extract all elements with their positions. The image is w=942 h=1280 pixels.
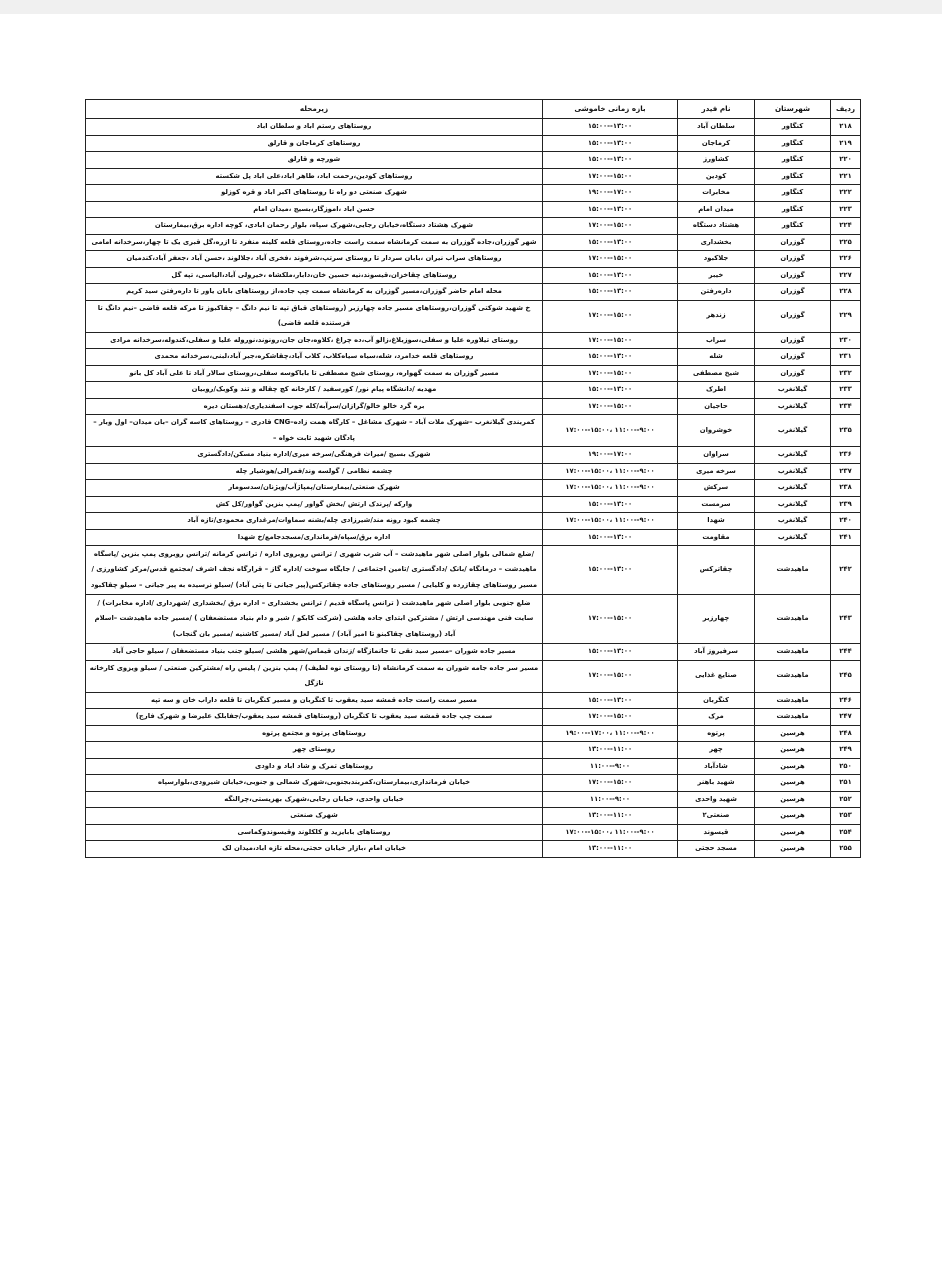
- table-row: [86, 201, 861, 218]
- table-row: [86, 284, 861, 301]
- cell-area: خیابان واحدی، خیابان رجایی،شهرک بهزیستی،چرالنگه: [86, 791, 543, 808]
- cell-area: روستاهای چقاخزان،قیسوند،نیه حسین خان،دابار،ملکشاه ،خیرولی آباد،الیاسی، تپه گل: [86, 267, 543, 284]
- cell-area: خیابان فرمانداری،بیمارستان،کمربندبجنوبی،شهرک شمالی و جنوبی،خیابان شیرودی،بلوارسپاه: [86, 775, 543, 792]
- cell-area: شهرک صنعتی: [86, 808, 543, 825]
- cell-radif: ۲۲۱: [831, 168, 861, 185]
- table-row: [86, 775, 861, 792]
- cell-radif: ۲۳۳: [831, 382, 861, 399]
- cell-radif: ۲۴۳: [831, 595, 861, 644]
- cell-area: مسیر گوزران به سمت گهواره، روستای شیخ مصطفی تا باباکوسه سفلی،روستای سالار آباد تا علی آباد کل بانو: [86, 365, 543, 382]
- table-row: [86, 251, 861, 268]
- cell-city: گیلانغرب: [755, 463, 831, 480]
- cell-area: مسیر سمت راست جاده قمشه سید یعقوب تا کنگربان و مسیر کنگربان تا قلعه داراب خان و سه تپه: [86, 692, 543, 709]
- cell-city: کنگاور: [755, 135, 831, 152]
- cell-time: ۱۵:۰۰--۱۷:۰۰: [543, 251, 678, 268]
- cell-time: ۹:۰۰--۱۱:۰۰ ،۱۵:۰۰--۱۷:۰۰: [543, 415, 678, 447]
- cell-time: ۱۳:۰۰--۱۵:۰۰: [543, 349, 678, 366]
- cell-time: ۱۵:۰۰--۱۷:۰۰: [543, 218, 678, 235]
- cell-radif: ۲۲۰: [831, 152, 861, 169]
- table-row: [86, 185, 861, 202]
- cell-feeder: میدان امام: [678, 201, 755, 218]
- cell-city: کنگاور: [755, 152, 831, 169]
- cell-area: روستاهای تمرک و شاد اباد و داودی: [86, 758, 543, 775]
- cell-area: مهدیه /دانشگاه پیام نور/ کورسفید / کارخانه کچ چقاله و تند وکوبک/روبیان: [86, 382, 543, 399]
- cell-radif: ۲۲۸: [831, 284, 861, 301]
- cell-feeder: کشاورز: [678, 152, 755, 169]
- cell-feeder: چهارزبر: [678, 595, 755, 644]
- cell-area: شهرک هشتاد دستگاه،خیابان رجایی،شهرک سپاه، بلوار رحمان ابادی، کوچه اداره برق،بیمارستان: [86, 218, 543, 235]
- cell-time: ۱۳:۰۰--۱۵:۰۰: [543, 644, 678, 661]
- cell-radif: ۲۵۳: [831, 808, 861, 825]
- table-row: [86, 725, 861, 742]
- cell-area: روستای تیلاوره علیا و سفلی،سوزبلاغ،زالو آب،ده چراغ ،کلاوه،جان جان،رونوند،نوروله علیا و سفلی،کندوله،سرخدانه مرادی: [86, 332, 543, 349]
- cell-time: ۱۷:۰۰--۱۹:۰۰: [543, 447, 678, 464]
- cell-feeder: سرخه میری: [678, 463, 755, 480]
- cell-radif: ۲۲۲: [831, 185, 861, 202]
- outage-schedule-table: [85, 99, 861, 858]
- table-row: [86, 218, 861, 235]
- cell-area: روستای چهر: [86, 742, 543, 759]
- cell-city: ماهیدشت: [755, 709, 831, 726]
- cell-radif: ۲۱۸: [831, 119, 861, 136]
- cell-city: گوزران: [755, 284, 831, 301]
- cell-radif: ۲۳۵: [831, 415, 861, 447]
- cell-area: روستاهای کودین،رحمت اباد، طاهر اباد،علی اباد پل شکسته: [86, 168, 543, 185]
- cell-time: ۱۳:۰۰--۱۵:۰۰: [543, 546, 678, 595]
- cell-radif: ۲۴۲: [831, 546, 861, 595]
- cell-area: چشمه نظامی / گولسه وند/فمرالی/هوشیار چله: [86, 463, 543, 480]
- cell-time: ۱۳:۰۰--۱۵:۰۰: [543, 152, 678, 169]
- cell-time: ۱۵:۰۰--۱۷:۰۰: [543, 365, 678, 382]
- cell-feeder: چهر: [678, 742, 755, 759]
- header-area: زیرمحله: [86, 100, 543, 119]
- cell-feeder: مخابرات: [678, 185, 755, 202]
- cell-feeder: سرمست: [678, 496, 755, 513]
- cell-city: هرسین: [755, 742, 831, 759]
- cell-radif: ۲۳۹: [831, 496, 861, 513]
- cell-area: مسیر جاده شوران –مسیر سید نقی تا جانمازگاه /زندان قیماس/شهر هلشی /سیلو جنب بنیاد مستضعفان / سیلو حاجی آباد: [86, 644, 543, 661]
- cell-time: ۹:۰۰--۱۱:۰۰ ،۱۵:۰۰--۱۷:۰۰: [543, 463, 678, 480]
- cell-city: هرسین: [755, 725, 831, 742]
- cell-city: گیلانغرب: [755, 480, 831, 497]
- cell-time: ۱۷:۰۰--۱۹:۰۰: [543, 185, 678, 202]
- cell-radif: ۲۲۵: [831, 234, 861, 251]
- table-row: [86, 692, 861, 709]
- table-row: [86, 349, 861, 366]
- cell-radif: ۲۳۴: [831, 398, 861, 415]
- top-bar: [0, 0, 942, 14]
- cell-area: روستاهای کرماجان و قارلق: [86, 135, 543, 152]
- cell-time: ۱۵:۰۰--۱۷:۰۰: [543, 709, 678, 726]
- cell-time: ۱۳:۰۰--۱۵:۰۰: [543, 119, 678, 136]
- cell-feeder: شهید باهنر: [678, 775, 755, 792]
- cell-feeder: هشتاد دستگاه: [678, 218, 755, 235]
- cell-time: ۱۱:۰۰--۱۳:۰۰: [543, 841, 678, 858]
- cell-city: هرسین: [755, 775, 831, 792]
- header-feeder: نام فیدر: [678, 100, 755, 119]
- table-row: [86, 463, 861, 480]
- cell-area: شورچه و قارلق: [86, 152, 543, 169]
- cell-time: ۱۳:۰۰--۱۵:۰۰: [543, 692, 678, 709]
- cell-feeder: خوشروان: [678, 415, 755, 447]
- cell-time: ۹:۰۰--۱۱:۰۰ ،۱۷:۰۰--۱۹:۰۰: [543, 725, 678, 742]
- cell-city: ماهیدشت: [755, 595, 831, 644]
- cell-area: محله امام حاضر گوزران،مسیر گوزران به کرمانشاه سمت چپ جاده،از روستاهای بابان یاور تا داره‌رفتن سید کریم: [86, 284, 543, 301]
- cell-radif: ۲۴۹: [831, 742, 861, 759]
- table-row: [86, 546, 861, 595]
- cell-feeder: اطرک: [678, 382, 755, 399]
- cell-time: ۱۵:۰۰--۱۷:۰۰: [543, 300, 678, 332]
- table-row: [86, 135, 861, 152]
- table-row: [86, 791, 861, 808]
- cell-feeder: صنایع غذایی: [678, 660, 755, 692]
- cell-city: گیلانغرب: [755, 513, 831, 530]
- cell-area: مسیر سر جاده جامه شوران به سمت کرمانشاه (تا روستای نوه لطیف) / پمپ بنزین / پلیس راه /مشترکین صنعتی / سیلو ویزوی کارخانه نازگل: [86, 660, 543, 692]
- cell-time: ۱۳:۰۰--۱۵:۰۰: [543, 135, 678, 152]
- cell-time: ۱۳:۰۰--۱۵:۰۰: [543, 201, 678, 218]
- cell-city: هرسین: [755, 841, 831, 858]
- cell-radif: ۲۴۵: [831, 660, 861, 692]
- cell-area: شهرک صنعتی/بیمارستان/پمپاژآب/ویژنان/سدسومار: [86, 480, 543, 497]
- cell-area: /ضلع شمالی بلوار اصلی شهر ماهیدشت – آب شرب شهری / ترانس روبروی اداره / ترانس کرمانه /ترانس روبروی پمپ بنزین /پاسگاه ماهیدشت – درمانگاه /بانک /دادگستری /تامین اجتماعی / جایگاه سوخت /اداره گاز – قرارگاه نجف اشرف /مجتمع قدس/مرکز کشاورزی /مسیر روستاهای چقازرده و کلیایی / مسیر روستاهای جاده چقاترکس(پیر جیانی تا پتی آباد) /سیلو نرسیده به پیر جیانی – سیلو چقاکبود: [86, 546, 543, 595]
- cell-city: ماهیدشت: [755, 692, 831, 709]
- cell-city: گوزران: [755, 365, 831, 382]
- cell-area: شهر گوزران،جاده گوزران به سمت کرمانشاه سمت راست جاده،روستای قلعه کلینه منفرد تا ازره،گل قبری یک تا چهار،سرخدانه امامی: [86, 234, 543, 251]
- cell-area: شهرک صنعتی دو راه تا روستاهای اکبر اباد و قره کوزلو: [86, 185, 543, 202]
- cell-city: گوزران: [755, 234, 831, 251]
- cell-time: ۹:۰۰--۱۱:۰۰ ،۱۵:۰۰--۱۷:۰۰: [543, 480, 678, 497]
- cell-time: ۱۳:۰۰--۱۵:۰۰: [543, 267, 678, 284]
- cell-city: کنگاور: [755, 218, 831, 235]
- cell-radif: ۲۵۰: [831, 758, 861, 775]
- cell-radif: ۲۲۶: [831, 251, 861, 268]
- cell-radif: ۲۵۴: [831, 824, 861, 841]
- table-row: [86, 382, 861, 399]
- cell-area: روستاهای سراب نیران ،بابان سردار تا روستای سرتپ،شرفوند ،فخری آباد ،جلالوند ،حسن آباد ،جعفر آباد،کندمیان: [86, 251, 543, 268]
- cell-time: ۹:۰۰--۱۱:۰۰ ،۱۵:۰۰--۱۷:۰۰: [543, 824, 678, 841]
- cell-city: گیلانغرب: [755, 496, 831, 513]
- cell-radif: ۲۳۲: [831, 365, 861, 382]
- cell-feeder: سراب: [678, 332, 755, 349]
- cell-time: ۱۳:۰۰--۱۵:۰۰: [543, 496, 678, 513]
- cell-feeder: پرتوه: [678, 725, 755, 742]
- cell-radif: ۲۴۸: [831, 725, 861, 742]
- cell-feeder: قیسوند: [678, 824, 755, 841]
- header-city: شهرستان: [755, 100, 831, 119]
- cell-city: گوزران: [755, 349, 831, 366]
- cell-city: هرسین: [755, 758, 831, 775]
- cell-radif: ۲۵۵: [831, 841, 861, 858]
- cell-radif: ۲۳۷: [831, 463, 861, 480]
- cell-area: چشمه کبود رونه مند/شیرزادی چله/بشنه سماوات/مرغداری محمودی/تازه آباد: [86, 513, 543, 530]
- cell-time: ۱۳:۰۰--۱۵:۰۰: [543, 529, 678, 546]
- cell-feeder: سلطان آباد: [678, 119, 755, 136]
- cell-time: ۹:۰۰--۱۱:۰۰: [543, 758, 678, 775]
- table-row: [86, 168, 861, 185]
- cell-feeder: صنعتی۲: [678, 808, 755, 825]
- cell-feeder: مسجد حجتی: [678, 841, 755, 858]
- table-row: [86, 415, 861, 447]
- header-radif: ردیف: [831, 100, 861, 119]
- table-row: [86, 365, 861, 382]
- header-row: [86, 100, 861, 119]
- cell-time: ۱۵:۰۰--۱۷:۰۰: [543, 168, 678, 185]
- cell-radif: ۲۴۶: [831, 692, 861, 709]
- cell-feeder: سرفیروز آباد: [678, 644, 755, 661]
- cell-city: گیلانغرب: [755, 415, 831, 447]
- cell-feeder: شهید واحدی: [678, 791, 755, 808]
- cell-time: ۱۳:۰۰--۱۵:۰۰: [543, 234, 678, 251]
- cell-area: روستاهای رستم اباد و سلطان اباد: [86, 119, 543, 136]
- cell-city: هرسین: [755, 791, 831, 808]
- cell-feeder: بخشداری: [678, 234, 755, 251]
- cell-radif: ۲۴۴: [831, 644, 861, 661]
- cell-feeder: مقاومت: [678, 529, 755, 546]
- cell-area: اداره برق/سپاه/فرمانداری/مسجدجامع/خ شهدا: [86, 529, 543, 546]
- cell-city: ماهیدشت: [755, 660, 831, 692]
- cell-area: روستاهای قلعه خدامرد، شله،سیاه سیاه‌کلاب، کلاب آباد،چقاشکره،جبر آباد،لبنی،سرخدانه محمدی: [86, 349, 543, 366]
- cell-time: ۱۵:۰۰--۱۷:۰۰: [543, 595, 678, 644]
- cell-area: سمت چپ جاده قمشه سید یعقوب تا کنگربان (روستاهای قمشه سید یعقوب/جفابلک علیرضا و شهرک فارج): [86, 709, 543, 726]
- cell-city: گوزران: [755, 267, 831, 284]
- table-row: [86, 152, 861, 169]
- cell-area: خیابان امام ،بازار خیابان حجتی،محله تازه اباد،میدان لک: [86, 841, 543, 858]
- cell-city: گیلانغرب: [755, 529, 831, 546]
- cell-time: ۹:۰۰--۱۱:۰۰ ،۱۵:۰۰--۱۷:۰۰: [543, 513, 678, 530]
- cell-time: ۹:۰۰--۱۱:۰۰: [543, 791, 678, 808]
- cell-radif: ۲۲۷: [831, 267, 861, 284]
- cell-radif: ۲۲۳: [831, 201, 861, 218]
- cell-area: روستاهای پرتوه و مجتمع پرتوه: [86, 725, 543, 742]
- cell-feeder: زندهر: [678, 300, 755, 332]
- cell-area: بره گرد خالو خالو/گرازان/سرآبه/کله جوب اسفندیاری/دهستان دیره: [86, 398, 543, 415]
- cell-area: وارکه /پرندک ارتش /بخش گواور /پمپ بنزین گواور/کل کش: [86, 496, 543, 513]
- cell-time: ۱۳:۰۰--۱۵:۰۰: [543, 284, 678, 301]
- cell-time: ۱۱:۰۰--۱۳:۰۰: [543, 742, 678, 759]
- table-row: [86, 300, 861, 332]
- table-row: [86, 496, 861, 513]
- cell-area: خ شهید شوکتی گوزران،روستاهای مسیر جاده چهارزبر (روستاهای قباق تپه تا نیم دانگ – چقاکبوز تا مرکه قلعه قاضی –نیم دانگ تا فرستنده قلعه قاضی): [86, 300, 543, 332]
- table-row: [86, 660, 861, 692]
- table-row: [86, 758, 861, 775]
- cell-city: هرسین: [755, 808, 831, 825]
- cell-feeder: سراوان: [678, 447, 755, 464]
- table-row: [86, 529, 861, 546]
- cell-radif: ۲۳۰: [831, 332, 861, 349]
- table-row: [86, 513, 861, 530]
- cell-feeder: کرماجان: [678, 135, 755, 152]
- cell-city: کنگاور: [755, 201, 831, 218]
- table-row: [86, 824, 861, 841]
- cell-city: کنگاور: [755, 168, 831, 185]
- table-row: [86, 480, 861, 497]
- table-row: [86, 709, 861, 726]
- cell-feeder: چقاترکس: [678, 546, 755, 595]
- cell-city: گوزران: [755, 300, 831, 332]
- cell-radif: ۲۳۸: [831, 480, 861, 497]
- cell-radif: ۲۳۶: [831, 447, 861, 464]
- cell-time: ۱۵:۰۰--۱۷:۰۰: [543, 660, 678, 692]
- cell-area: روستاهای بابایزید و کلکلوند وقیسوندوکماسی: [86, 824, 543, 841]
- cell-feeder: شهدا: [678, 513, 755, 530]
- cell-time: ۱۵:۰۰--۱۷:۰۰: [543, 398, 678, 415]
- table-row: [86, 332, 861, 349]
- cell-feeder: جلاکبود: [678, 251, 755, 268]
- table-row: [86, 808, 861, 825]
- cell-feeder: کنگربان: [678, 692, 755, 709]
- cell-time: ۱۵:۰۰--۱۷:۰۰: [543, 332, 678, 349]
- cell-city: گیلانغرب: [755, 398, 831, 415]
- cell-radif: ۲۴۱: [831, 529, 861, 546]
- cell-feeder: شله: [678, 349, 755, 366]
- cell-radif: ۲۲۴: [831, 218, 861, 235]
- cell-city: گیلانغرب: [755, 447, 831, 464]
- table-row: [86, 234, 861, 251]
- cell-feeder: کودین: [678, 168, 755, 185]
- cell-area: کمربندی گیلانغرب –شهرک ملات آباد – شهرک مشاغل – کارگاه همت زاده–CNG قادری – روستاهای کاسه گران –بان میدان– اول وبار – پادگان شهید ثابت خواه –: [86, 415, 543, 447]
- cell-radif: ۲۵۱: [831, 775, 861, 792]
- table-row: [86, 841, 861, 858]
- cell-radif: ۲۴۷: [831, 709, 861, 726]
- cell-feeder: داره‌رفتن: [678, 284, 755, 301]
- table-row: [86, 447, 861, 464]
- cell-feeder: حاجیان: [678, 398, 755, 415]
- cell-radif: ۲۲۹: [831, 300, 861, 332]
- cell-city: گوزران: [755, 251, 831, 268]
- cell-feeder: خیبر: [678, 267, 755, 284]
- table-row: [86, 644, 861, 661]
- cell-feeder: شیخ مصطفی: [678, 365, 755, 382]
- cell-city: گیلانغرب: [755, 382, 831, 399]
- cell-area: حسن اباد ،اموزگار،بسیج ،میدان امام: [86, 201, 543, 218]
- cell-radif: ۲۱۹: [831, 135, 861, 152]
- cell-feeder: مرک: [678, 709, 755, 726]
- cell-feeder: شادآباد: [678, 758, 755, 775]
- cell-area: شهرک بسیج /میراث فرهنگی/سرخه میری/اداره بنیاد مسکن/دادگستری: [86, 447, 543, 464]
- header-time: بازه زمانی خاموشی: [543, 100, 678, 119]
- table-row: [86, 595, 861, 644]
- cell-city: کنگاور: [755, 119, 831, 136]
- cell-radif: ۲۴۰: [831, 513, 861, 530]
- cell-city: ماهیدشت: [755, 644, 831, 661]
- cell-feeder: سرکش: [678, 480, 755, 497]
- cell-city: کنگاور: [755, 185, 831, 202]
- cell-city: ماهیدشت: [755, 546, 831, 595]
- cell-time: ۱۳:۰۰--۱۵:۰۰: [543, 382, 678, 399]
- cell-time: ۱۱:۰۰--۱۳:۰۰: [543, 808, 678, 825]
- cell-time: ۱۵:۰۰--۱۷:۰۰: [543, 775, 678, 792]
- cell-city: هرسین: [755, 824, 831, 841]
- cell-city: گوزران: [755, 332, 831, 349]
- table-row: [86, 742, 861, 759]
- cell-radif: ۲۵۲: [831, 791, 861, 808]
- table-row: [86, 398, 861, 415]
- cell-area: ضلع جنوبی بلوار اصلی شهر ماهیدشت ( ترانس پاسگاه قدیم / ترانس بخشداری – اداره برق /بخشداری /شهرداری /اداره مخابرات) /سایت فنی مهندسی ارتش / مشترکین ابتدای جاده هلشی (شرکت کابکو / شیر و دام بنیاد مستضعفان ) /مسیر جاده ماهیدشت –اسلام آباد (روستاهای چقاکبنو تا امیر آباد) / مسیر لعل آباد /مسیر کاشنیه /مسیر بان گنجاب): [86, 595, 543, 644]
- table-row: [86, 267, 861, 284]
- cell-radif: ۲۳۱: [831, 349, 861, 366]
- table-row: [86, 119, 861, 136]
